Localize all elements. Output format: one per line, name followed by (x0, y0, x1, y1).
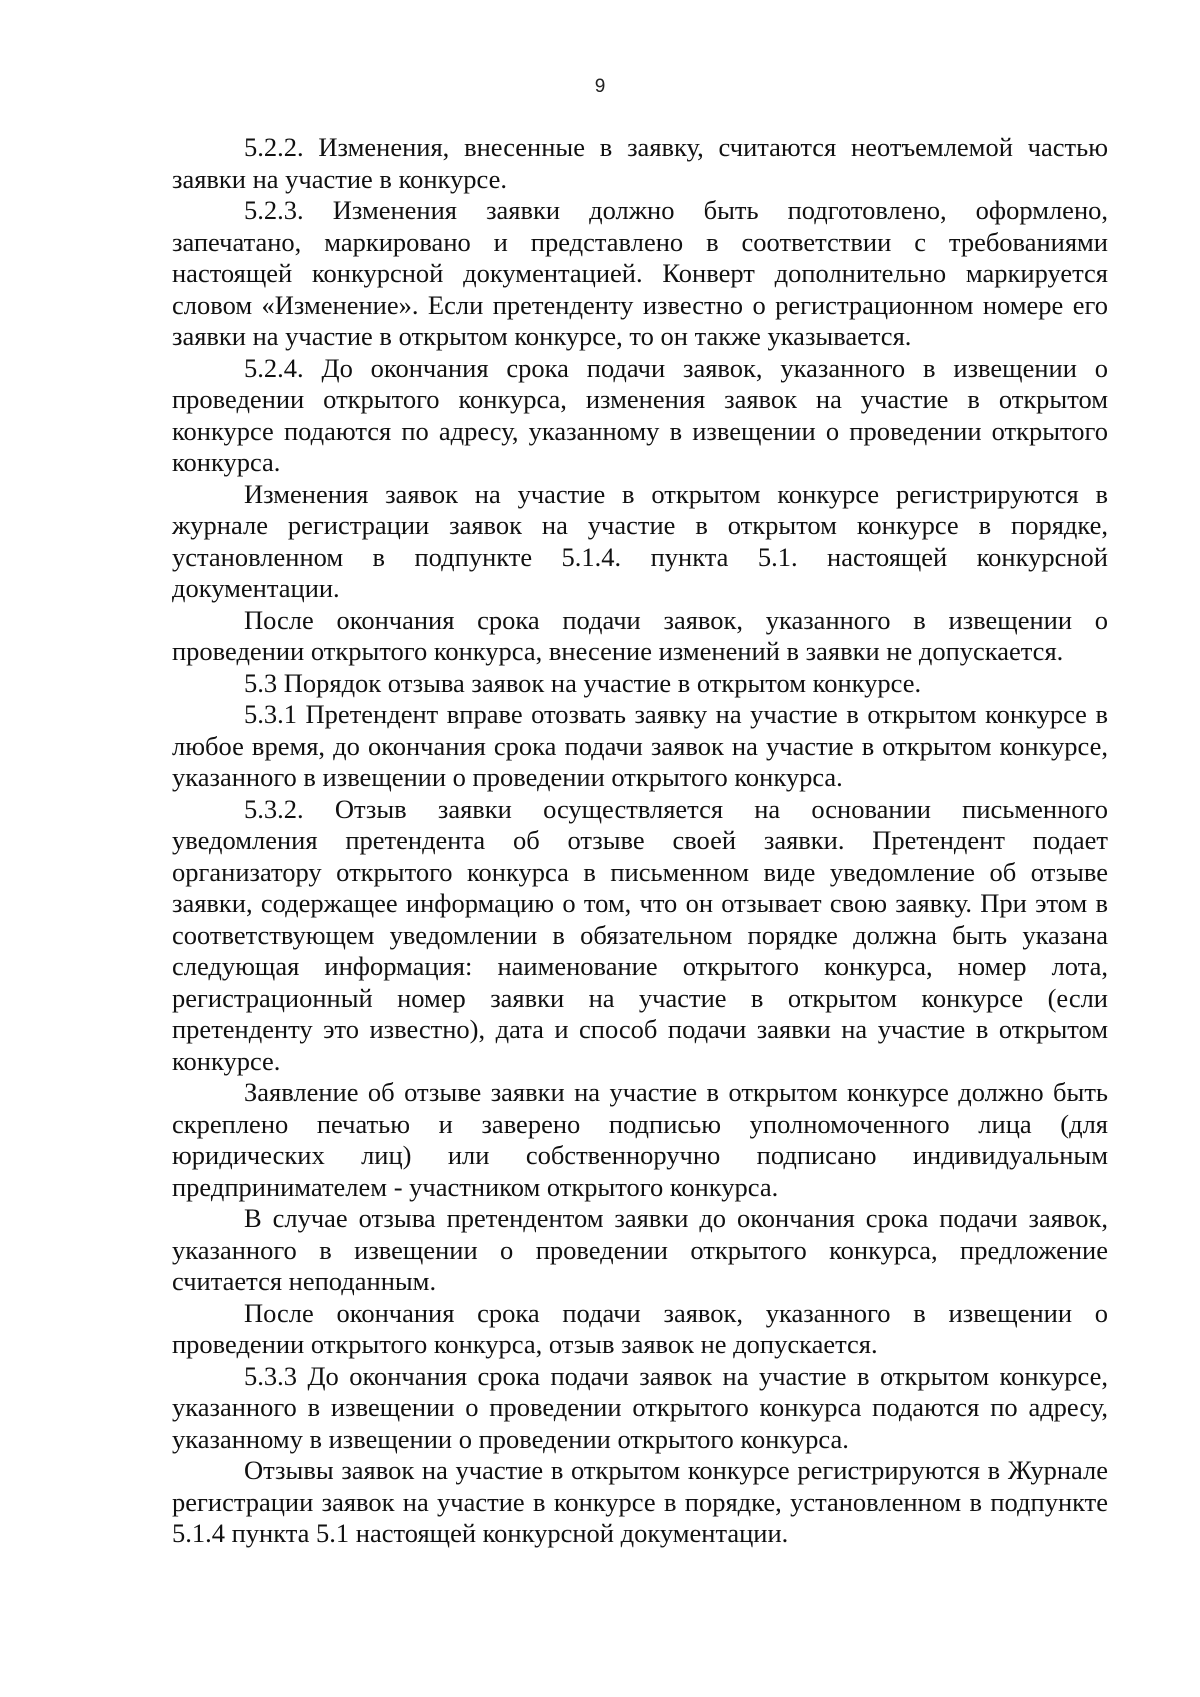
paragraph-changes-registration: Изменения заявок на участие в открытом конкурсе регистрируются в журнале регистрации заявок на участие в открытом конкурсе в порядке, установленном в подпункте 5.1.4. пункта 5.1. настоящей конкурсной документации. (172, 478, 1108, 603)
paragraph-5-2-4: 5.2.4. До окончания срока подачи заявок, указанного в извещении о проведении открытого конкурса, изменения заявок на участие в открытом конкурсе подаются по адресу, указанному в извещении о проведении открытого конкурса. (172, 352, 1108, 477)
paragraph-withdrawal-registration: Отзывы заявок на участие в открытом конкурсе регистрируются в Журнале регистрации заявок на участие в конкурсе в порядке, установленном в подпункте 5.1.4 пункта 5.1 настоящей конкурсной документации. (172, 1455, 1108, 1548)
paragraph-5-3-2: 5.3.2. Отзыв заявки осуществляется на основании письменного уведомления претендента об отзыве своей заявки. Претендент подает организатору открытого конкурса в письменном виде уведомление об отзыве заявки, содержащее информацию о том, что он отзывает свою заявку. При этом в соответствующем уведомлении в обязательном порядке должна быть указана следующая информация: наименование открытого конкурса, номер лота, регистрационный номер заявки на участие в открытом конкурсе (если претенденту это известно), дата и способ подачи заявки на участие в открытом конкурсе. (172, 793, 1108, 1076)
paragraph-5-3-1: 5.3.1 Претендент вправе отозвать заявку на участие в открытом конкурсе в любое время, до окончания срока подачи заявок на участие в открытом конкурсе, указанного в извещении о проведении открытого конкурса. (172, 699, 1108, 792)
document-body (172, 132, 1108, 1550)
paragraph-5-3-3: 5.3.3 До окончания срока подачи заявок на участие в открытом конкурсе, указанного в извещении о проведении открытого конкурса подаются по адресу, указанному в извещении о проведении открытого конкурса. (172, 1360, 1108, 1454)
paragraph-withdrawal-unsubmitted: В случае отзыва претендентом заявки до окончания срока подачи заявок, указанного в извещении о проведении открытого конкурса, предложение считается неподанным. (172, 1203, 1108, 1296)
paragraph-5-2-2: 5.2.2. Изменения, внесенные в заявку, считаются неотъемлемой частью заявки на участие в конкурсе. (172, 132, 1108, 194)
page-number: 9 (594, 76, 606, 97)
paragraph-5-3-heading: 5.3 Порядок отзыва заявок на участие в открытом конкурсе. (244, 667, 922, 698)
paragraph-5-2-3: 5.2.3. Изменения заявки должно быть подготовлено, оформлено, запечатано, маркировано и представлено в соответствии с требованиями настоящей конкурсной документацией. Конверт дополнительно маркируется словом «Изменение». Если претенденту известно о регистрационном номере его заявки на участие в открытом конкурсе, то он также указывается. (172, 195, 1108, 351)
paragraph-withdrawal-statement: Заявление об отзыве заявки на участие в открытом конкурсе должно быть скреплено печатью и заверено подписью уполномоченного лица (для юридических лиц) или собственноручно подписано индивидуальным предпринимателем - участником открытого конкурса. (172, 1077, 1108, 1202)
paragraph-changes-deadline: После окончания срока подачи заявок, указанного в извещении о проведении открытого конкурса, внесение изменений в заявки не допускается. (172, 604, 1108, 666)
paragraph-withdrawal-deadline: После окончания срока подачи заявок, указанного в извещении о проведении открытого конкурса, отзыв заявок не допускается. (172, 1297, 1108, 1359)
